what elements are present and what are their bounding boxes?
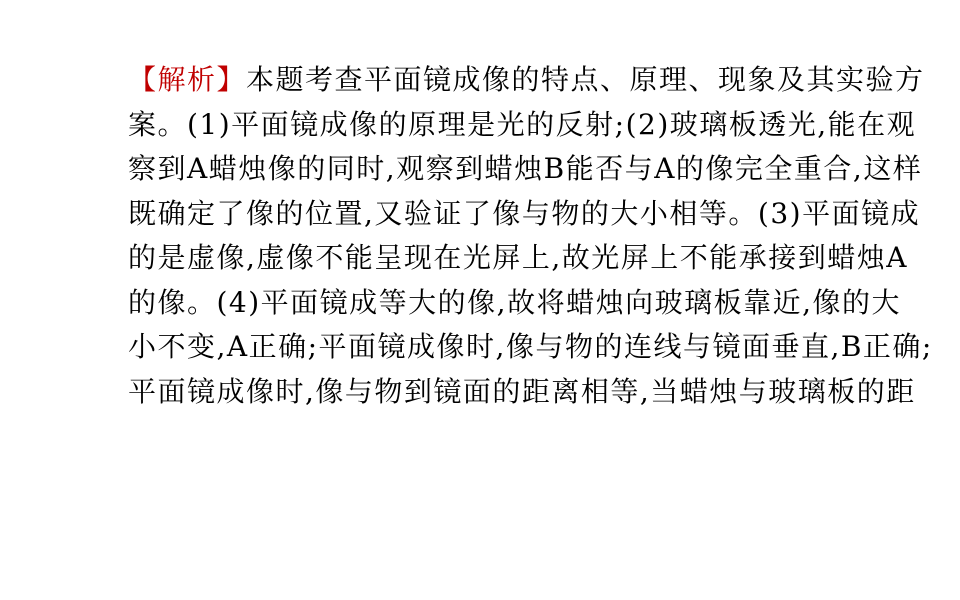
text-line-8: 平面镜成像时,像与物到镜面的距离相等,当蜡烛与玻璃板的距 xyxy=(128,374,916,408)
text-line-7: 小不变,A正确;平面镜成像时,像与物的连线与镜面垂直,B正确; xyxy=(128,330,933,363)
text-line-1 xyxy=(128,58,928,103)
text-line-4: 既确定了像的位置,又验证了像与物的大小相等。(3)平面镜成 xyxy=(128,196,921,230)
text-line-1-body: 本题考查平面镜成像的特点、原理、现象及其实验方 xyxy=(246,63,925,96)
analysis-text xyxy=(128,58,933,414)
analysis-label: 【解析】 xyxy=(128,63,247,96)
text-line-3: 察到A蜡烛像的同时,观察到蜡烛B能否与A的像完全重合,这样 xyxy=(128,152,923,185)
text-line-2: 案。(1)平面镜成像的原理是光的反射;(2)玻璃板透光,能在观 xyxy=(128,107,917,141)
text-line-6: 的像。(4)平面镜成等大的像,故将蜡烛向玻璃板靠近,像的大 xyxy=(128,285,901,319)
text-line-5: 的是虚像,虚像不能呈现在光屏上,故光屏上不能承接到蜡烛A xyxy=(128,241,909,274)
